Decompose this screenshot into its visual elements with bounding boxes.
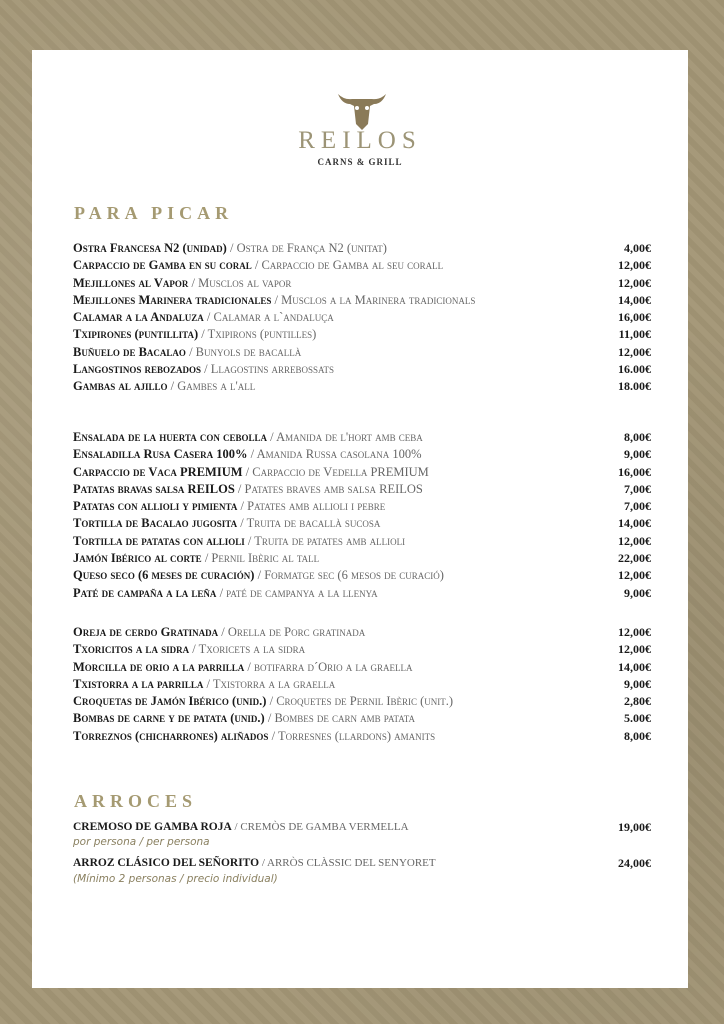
separator: / — [237, 516, 247, 531]
item-name-ca: Bunyols de bacallà — [195, 344, 302, 359]
menu-item-names — [73, 819, 409, 836]
item-name-ca: Torresnes (llardons) amanits — [277, 728, 436, 743]
item-name-es: Carpaccio de Gamba en su coral — [73, 258, 252, 273]
item-price: 7,00€ — [624, 499, 651, 514]
item-name-es: Ensalada de la huerta con cebolla — [73, 430, 268, 444]
menu-item-names — [73, 240, 387, 257]
menu-item — [73, 292, 651, 309]
item-name-es: Txipirones (puntillita) — [73, 327, 199, 342]
menu-item — [73, 693, 651, 710]
menu-item-names — [73, 550, 319, 567]
item-price: 16,00€ — [618, 310, 651, 325]
separator: / — [267, 430, 277, 444]
menu-item-names — [73, 429, 423, 446]
menu-item-names — [73, 693, 453, 710]
menu-item — [73, 257, 651, 274]
item-price: 4,00€ — [624, 241, 651, 255]
item-name-ca: Llagostins arrebossats — [210, 362, 335, 377]
menu-item — [73, 464, 651, 481]
separator: / — [264, 711, 275, 726]
menu-item-names — [73, 624, 365, 641]
item-name-ca: Txipirons (puntilles) — [207, 327, 317, 342]
item-name-es: Txistorra a la parrilla — [73, 676, 204, 691]
menu-card — [32, 50, 688, 988]
menu-item-names — [73, 275, 291, 292]
menu-group — [73, 624, 651, 745]
item-price: 12,00€ — [618, 344, 651, 359]
separator: / — [259, 857, 268, 870]
item-name-es: Mejillones Marinera tradicionales — [73, 292, 272, 307]
separator: / — [203, 310, 214, 325]
item-name-es: Tortilla de Bacalao jugosita — [73, 516, 238, 531]
section-title-arroces: ARROCES — [74, 791, 198, 811]
item-name-es: Torreznos (chicharrones) aliñados — [73, 728, 269, 743]
separator: / — [201, 362, 211, 377]
item-name-ca: Formatge sec (6 mesos de curació) — [264, 568, 444, 583]
menu-item-names — [73, 481, 423, 498]
item-price: 12,00€ — [618, 275, 651, 290]
item-name-es: Patatas bravas salsa REILOS — [73, 481, 235, 496]
item-name-ca: Croquetes de Pernil Ibèric (unit.) — [276, 694, 454, 709]
menu-item — [73, 309, 651, 326]
item-name-es: Ostra Francesa N2 (unidad) — [73, 241, 227, 255]
item-name-es: Mejillones al Vapor — [73, 275, 189, 290]
menu-item — [73, 361, 651, 378]
item-name-ca: Patates amb allioli i pebre — [247, 499, 386, 514]
item-name-es: Buñuelo de Bacalao — [73, 344, 186, 359]
item-name-ca: Carpaccio de Gamba al seu corall — [261, 258, 444, 273]
separator: / — [251, 258, 262, 273]
item-name-es: Queso seco (6 meses de curación) — [73, 568, 255, 583]
item-price: 9,00€ — [624, 676, 651, 691]
separator: / — [201, 551, 212, 566]
menu-item — [73, 585, 651, 602]
menu-item-names — [73, 641, 305, 658]
item-name-ca: CREMÒS DE GAMBA VERMELLA — [240, 821, 409, 833]
item-name-ca: Calamar a l`andaluça — [213, 310, 334, 325]
menu-item — [73, 550, 651, 567]
menu-item-names — [73, 567, 444, 584]
item-name-ca: Txistorra a la graella — [212, 676, 336, 691]
item-price: 2,80€ — [624, 694, 651, 709]
separator: / — [185, 344, 196, 359]
menu-item-names — [73, 533, 405, 550]
item-name-ca: Orella de Porc gratinada — [227, 625, 366, 639]
item-name-ca: Bombes de carn amb patata — [274, 711, 416, 726]
item-price: 8,00€ — [624, 430, 651, 444]
separator: / — [189, 642, 199, 657]
menu-item-names — [73, 676, 335, 693]
item-price: 8,00€ — [624, 728, 651, 743]
menu-item — [73, 710, 651, 727]
item-name-ca: Pernil Ibèric al tall — [211, 551, 320, 566]
item-name-ca: Carpaccio de Vedella PREMIUM — [252, 464, 429, 479]
item-name-es: CREMOSO DE GAMBA ROJA — [73, 821, 232, 833]
separator: / — [242, 464, 253, 479]
menu-item-names — [73, 446, 422, 463]
menu-item — [73, 446, 651, 463]
item-price: 9,00€ — [624, 585, 651, 600]
item-price: 22,00€ — [618, 551, 651, 566]
separator: / — [237, 499, 248, 514]
item-name-ca: Patates braves amb salsa REILOS — [244, 481, 423, 496]
menu-item — [73, 429, 651, 446]
menu-item — [73, 567, 651, 584]
item-name-es: Langostinos rebozados — [73, 362, 201, 377]
item-name-ca: botifarra d´Orio a la graella — [254, 659, 413, 674]
menu-item — [73, 481, 651, 498]
item-price: 14,00€ — [618, 292, 651, 307]
menu-item — [73, 659, 651, 676]
separator: / — [203, 676, 213, 691]
item-name-es: Tortilla de patatas con allioli — [73, 533, 245, 548]
brand-name: REILOS — [298, 127, 422, 154]
item-note: (Mínimo 2 personas / precio individual) — [73, 872, 278, 885]
separator: / — [247, 447, 257, 462]
item-name-es: Gambas al ajillo — [73, 379, 168, 394]
menu-item — [73, 676, 651, 693]
menu-item — [73, 624, 651, 641]
item-name-es: Jamón Ibérico al corte — [73, 551, 202, 566]
menu-item — [73, 240, 651, 257]
menu-item-names — [73, 659, 413, 676]
separator: / — [188, 275, 199, 290]
separator: / — [244, 659, 255, 674]
item-price: 12,00€ — [618, 568, 651, 583]
menu-item — [73, 819, 651, 836]
item-name-es: Carpaccio de Vaca PREMIUM — [73, 464, 243, 479]
separator: / — [271, 292, 282, 307]
menu-item — [73, 344, 651, 361]
menu-item — [73, 378, 651, 395]
separator: / — [216, 585, 227, 600]
item-price: 18.00€ — [618, 379, 651, 394]
menu-item — [73, 498, 651, 515]
item-name-es: Txoricitos a la sidra — [73, 642, 190, 657]
item-price: 7,00€ — [624, 481, 651, 496]
menu-group — [73, 240, 651, 396]
menu-item-names — [73, 344, 301, 361]
separator: / — [268, 728, 278, 743]
bull-skull-icon — [336, 90, 388, 130]
item-price: 14,00€ — [618, 659, 651, 674]
separator: / — [244, 533, 255, 548]
menu-item-names — [73, 361, 334, 378]
item-price: 12,00€ — [618, 533, 651, 548]
menu-item — [73, 515, 651, 532]
separator: / — [231, 821, 241, 833]
menu-item-names — [73, 326, 316, 343]
item-price: 24,00€ — [618, 856, 651, 871]
item-name-ca: Txoricets a la sidra — [198, 642, 306, 657]
item-name-es: Calamar a la Andaluza — [73, 310, 204, 325]
menu-item-names — [73, 855, 436, 872]
item-name-ca: Musclos a la Marinera tradicionals — [281, 292, 476, 307]
section-title-para-picar: PARA PICAR — [74, 203, 234, 223]
separator: / — [218, 625, 228, 639]
menu-item-names — [73, 728, 435, 745]
menu-group-arroces — [73, 819, 651, 888]
item-name-ca: Amanida Russa casolana 100% — [256, 447, 422, 462]
brand-tagline: CARNS & GRILL — [317, 157, 403, 167]
item-name-es: Bombas de carne y de patata (unid.) — [73, 711, 265, 726]
item-price: 14,00€ — [618, 516, 651, 531]
item-price: 16,00€ — [618, 464, 651, 479]
separator: / — [254, 568, 265, 583]
menu-item-names — [73, 292, 475, 309]
menu-item — [73, 326, 651, 343]
menu-item-names — [73, 257, 443, 274]
item-price: 12,00€ — [618, 625, 651, 639]
item-name-ca: Truita de bacallà sucosa — [246, 516, 381, 531]
item-price: 5.00€ — [624, 711, 651, 726]
separator: / — [198, 327, 208, 342]
item-price: 11,00€ — [618, 327, 651, 342]
item-name-ca: Ostra de França N2 (unitat) — [236, 241, 387, 255]
item-price: 12,00€ — [618, 258, 651, 273]
item-note: por persona / per persona — [73, 836, 210, 849]
separator: / — [167, 379, 178, 394]
menu-item — [73, 533, 651, 550]
separator: / — [234, 481, 245, 496]
menu-item — [73, 728, 651, 745]
menu-item — [73, 275, 651, 292]
item-name-ca: ARRÒS CLÀSSIC DEL SENYORET — [267, 857, 436, 870]
item-name-ca: Musclos al vapor — [198, 275, 292, 290]
separator: / — [266, 694, 277, 709]
item-name-ca: Gambes a l'all — [177, 379, 256, 394]
item-name-es: Oreja de cerdo Gratinada — [73, 625, 219, 639]
item-price: 16.00€ — [618, 362, 651, 377]
item-name-es: Patatas con allioli y pimienta — [73, 499, 238, 514]
item-price: 12,00€ — [618, 642, 651, 657]
item-name-es: Morcilla de orio a la parrilla — [73, 659, 245, 674]
item-name-es: Croquetas de Jamón Ibérico (unid.) — [73, 694, 267, 709]
menu-item-names — [73, 585, 378, 602]
item-price: 19,00€ — [618, 820, 651, 834]
menu-item-names — [73, 710, 415, 727]
menu-item-names — [73, 309, 334, 326]
item-name-es: ARROZ CLÁSICO DEL SEÑORITO — [73, 857, 260, 870]
menu-item-names — [73, 378, 255, 395]
menu-item — [73, 641, 651, 658]
separator: / — [226, 241, 237, 255]
menu-item-names — [73, 515, 380, 532]
item-price: 9,00€ — [624, 447, 651, 462]
item-name-ca: Truita de patates amb allioli — [254, 533, 406, 548]
menu-item-names — [73, 464, 429, 481]
menu-item-names — [73, 498, 385, 515]
item-name-ca: paté de campanya a la llenya — [226, 585, 378, 600]
menu-item — [73, 855, 651, 872]
menu-group — [73, 429, 651, 602]
item-name-ca: Amanida de l'hort amb ceba — [276, 430, 423, 444]
item-name-es: Ensaladilla Rusa Casera 100% — [73, 447, 248, 462]
item-name-es: Paté de campaña a la leña — [73, 585, 217, 600]
